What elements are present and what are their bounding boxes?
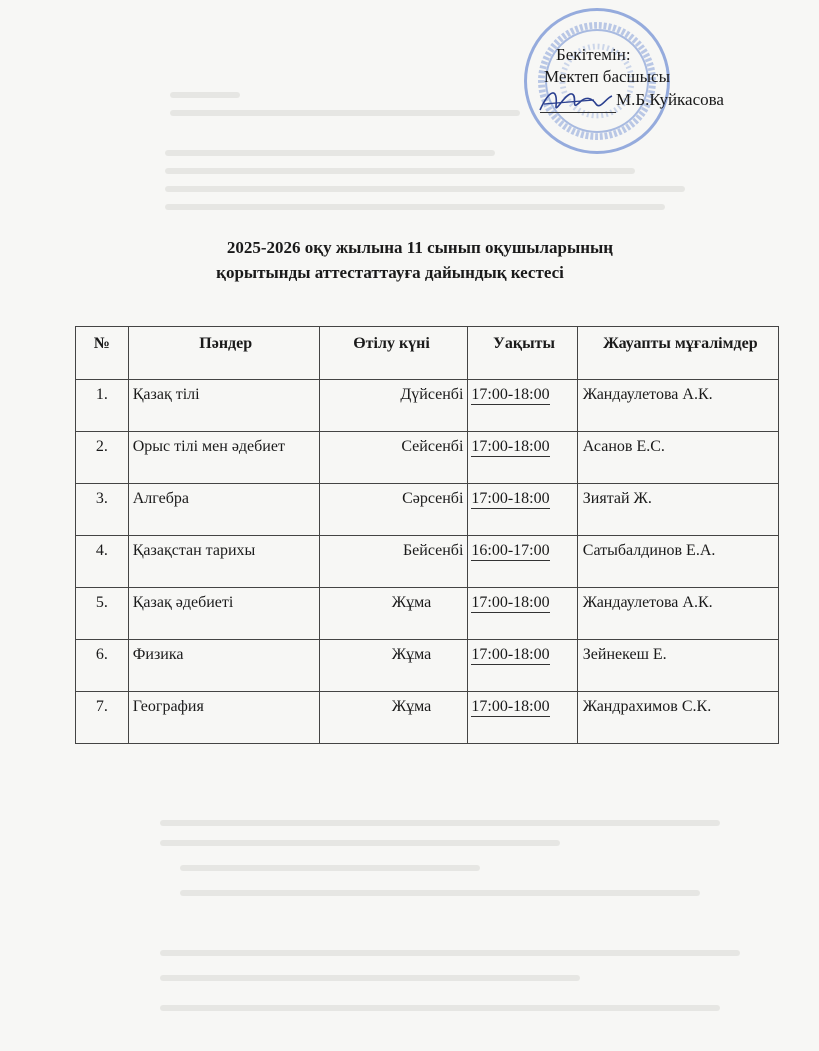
schedule-table [75,326,779,744]
row-teacher: Зиятай Ж. [577,484,778,536]
row-number: 6. [76,640,129,692]
header-day: Өтілу күні [319,327,468,380]
bleed-through [180,865,480,871]
row-subject: Қазақ әдебиеті [128,588,319,640]
bleed-through [160,950,740,956]
table-header-row [76,327,779,380]
row-day: Жұма [319,692,468,744]
bleed-through [165,150,495,156]
bleed-through [170,110,520,116]
bleed-through [160,1005,720,1011]
header-subjects: Пәндер [128,327,319,380]
bleed-through [165,204,665,210]
row-time-cell [468,588,577,640]
row-number: 2. [76,432,129,484]
approval-heading: Бекітемін: [556,45,631,64]
document-title-line1: 2025-2026 оқу жылына 11 сынып оқушыларының [226,238,614,257]
table-row [76,692,779,744]
row-day: Дүйсенбі [319,380,468,432]
header-time: Уақыты [468,327,577,380]
row-teacher: Жандаулетова А.К. [577,380,778,432]
row-number: 1. [76,380,129,432]
table-row [76,588,779,640]
table-row [76,380,779,432]
row-subject: Алгебра [128,484,319,536]
row-time: 17:00-18:00 [471,594,550,611]
table-row [76,432,779,484]
row-day: Сейсенбі [319,432,468,484]
row-time: 17:00-18:00 [471,386,550,403]
bleed-through [160,820,720,826]
row-teacher: Сатыбалдинов Е.А. [577,536,778,588]
bleed-through [160,840,560,846]
row-teacher: Жандрахимов С.К. [577,692,778,744]
bleed-through [165,186,685,192]
row-time: 17:00-18:00 [471,438,550,455]
bleed-through [165,168,635,174]
row-time-cell [468,692,577,744]
approval-position: Мектеп басшысы [544,67,671,86]
row-subject: Қазақстан тарихы [128,536,319,588]
row-number: 7. [76,692,129,744]
document-title-line2: қорытынды аттестаттауға дайындық кестесі [216,263,564,282]
row-subject: Орыс тілі мен әдебиет [128,432,319,484]
table-row [76,484,779,536]
signature-line [540,112,616,113]
row-time: 16:00-17:00 [471,542,550,559]
row-time: 17:00-18:00 [471,698,550,715]
row-time-cell [468,432,577,484]
header-number: № [76,327,129,380]
bleed-through [170,92,240,98]
row-number: 5. [76,588,129,640]
row-time-cell [468,640,577,692]
row-time-cell [468,536,577,588]
row-teacher: Зейнекеш Е. [577,640,778,692]
header-teachers: Жауапты мұғалімдер [577,327,778,380]
row-number: 4. [76,536,129,588]
row-teacher: Асанов Е.С. [577,432,778,484]
row-time-cell [468,380,577,432]
row-time: 17:00-18:00 [471,490,550,507]
row-subject: География [128,692,319,744]
row-number: 3. [76,484,129,536]
row-day: Бейсенбі [319,536,468,588]
row-subject: Физика [128,640,319,692]
table-row [76,640,779,692]
row-time: 17:00-18:00 [471,646,550,663]
approval-name: М.Б.Куйкасова [616,90,724,109]
bleed-through [160,975,580,981]
row-day: Сәрсенбі [319,484,468,536]
row-teacher: Жандаулетова А.К. [577,588,778,640]
row-subject: Қазақ тілі [128,380,319,432]
table-row [76,536,779,588]
row-time-cell [468,484,577,536]
row-day: Жұма [319,588,468,640]
bleed-through [180,890,700,896]
row-day: Жұма [319,640,468,692]
